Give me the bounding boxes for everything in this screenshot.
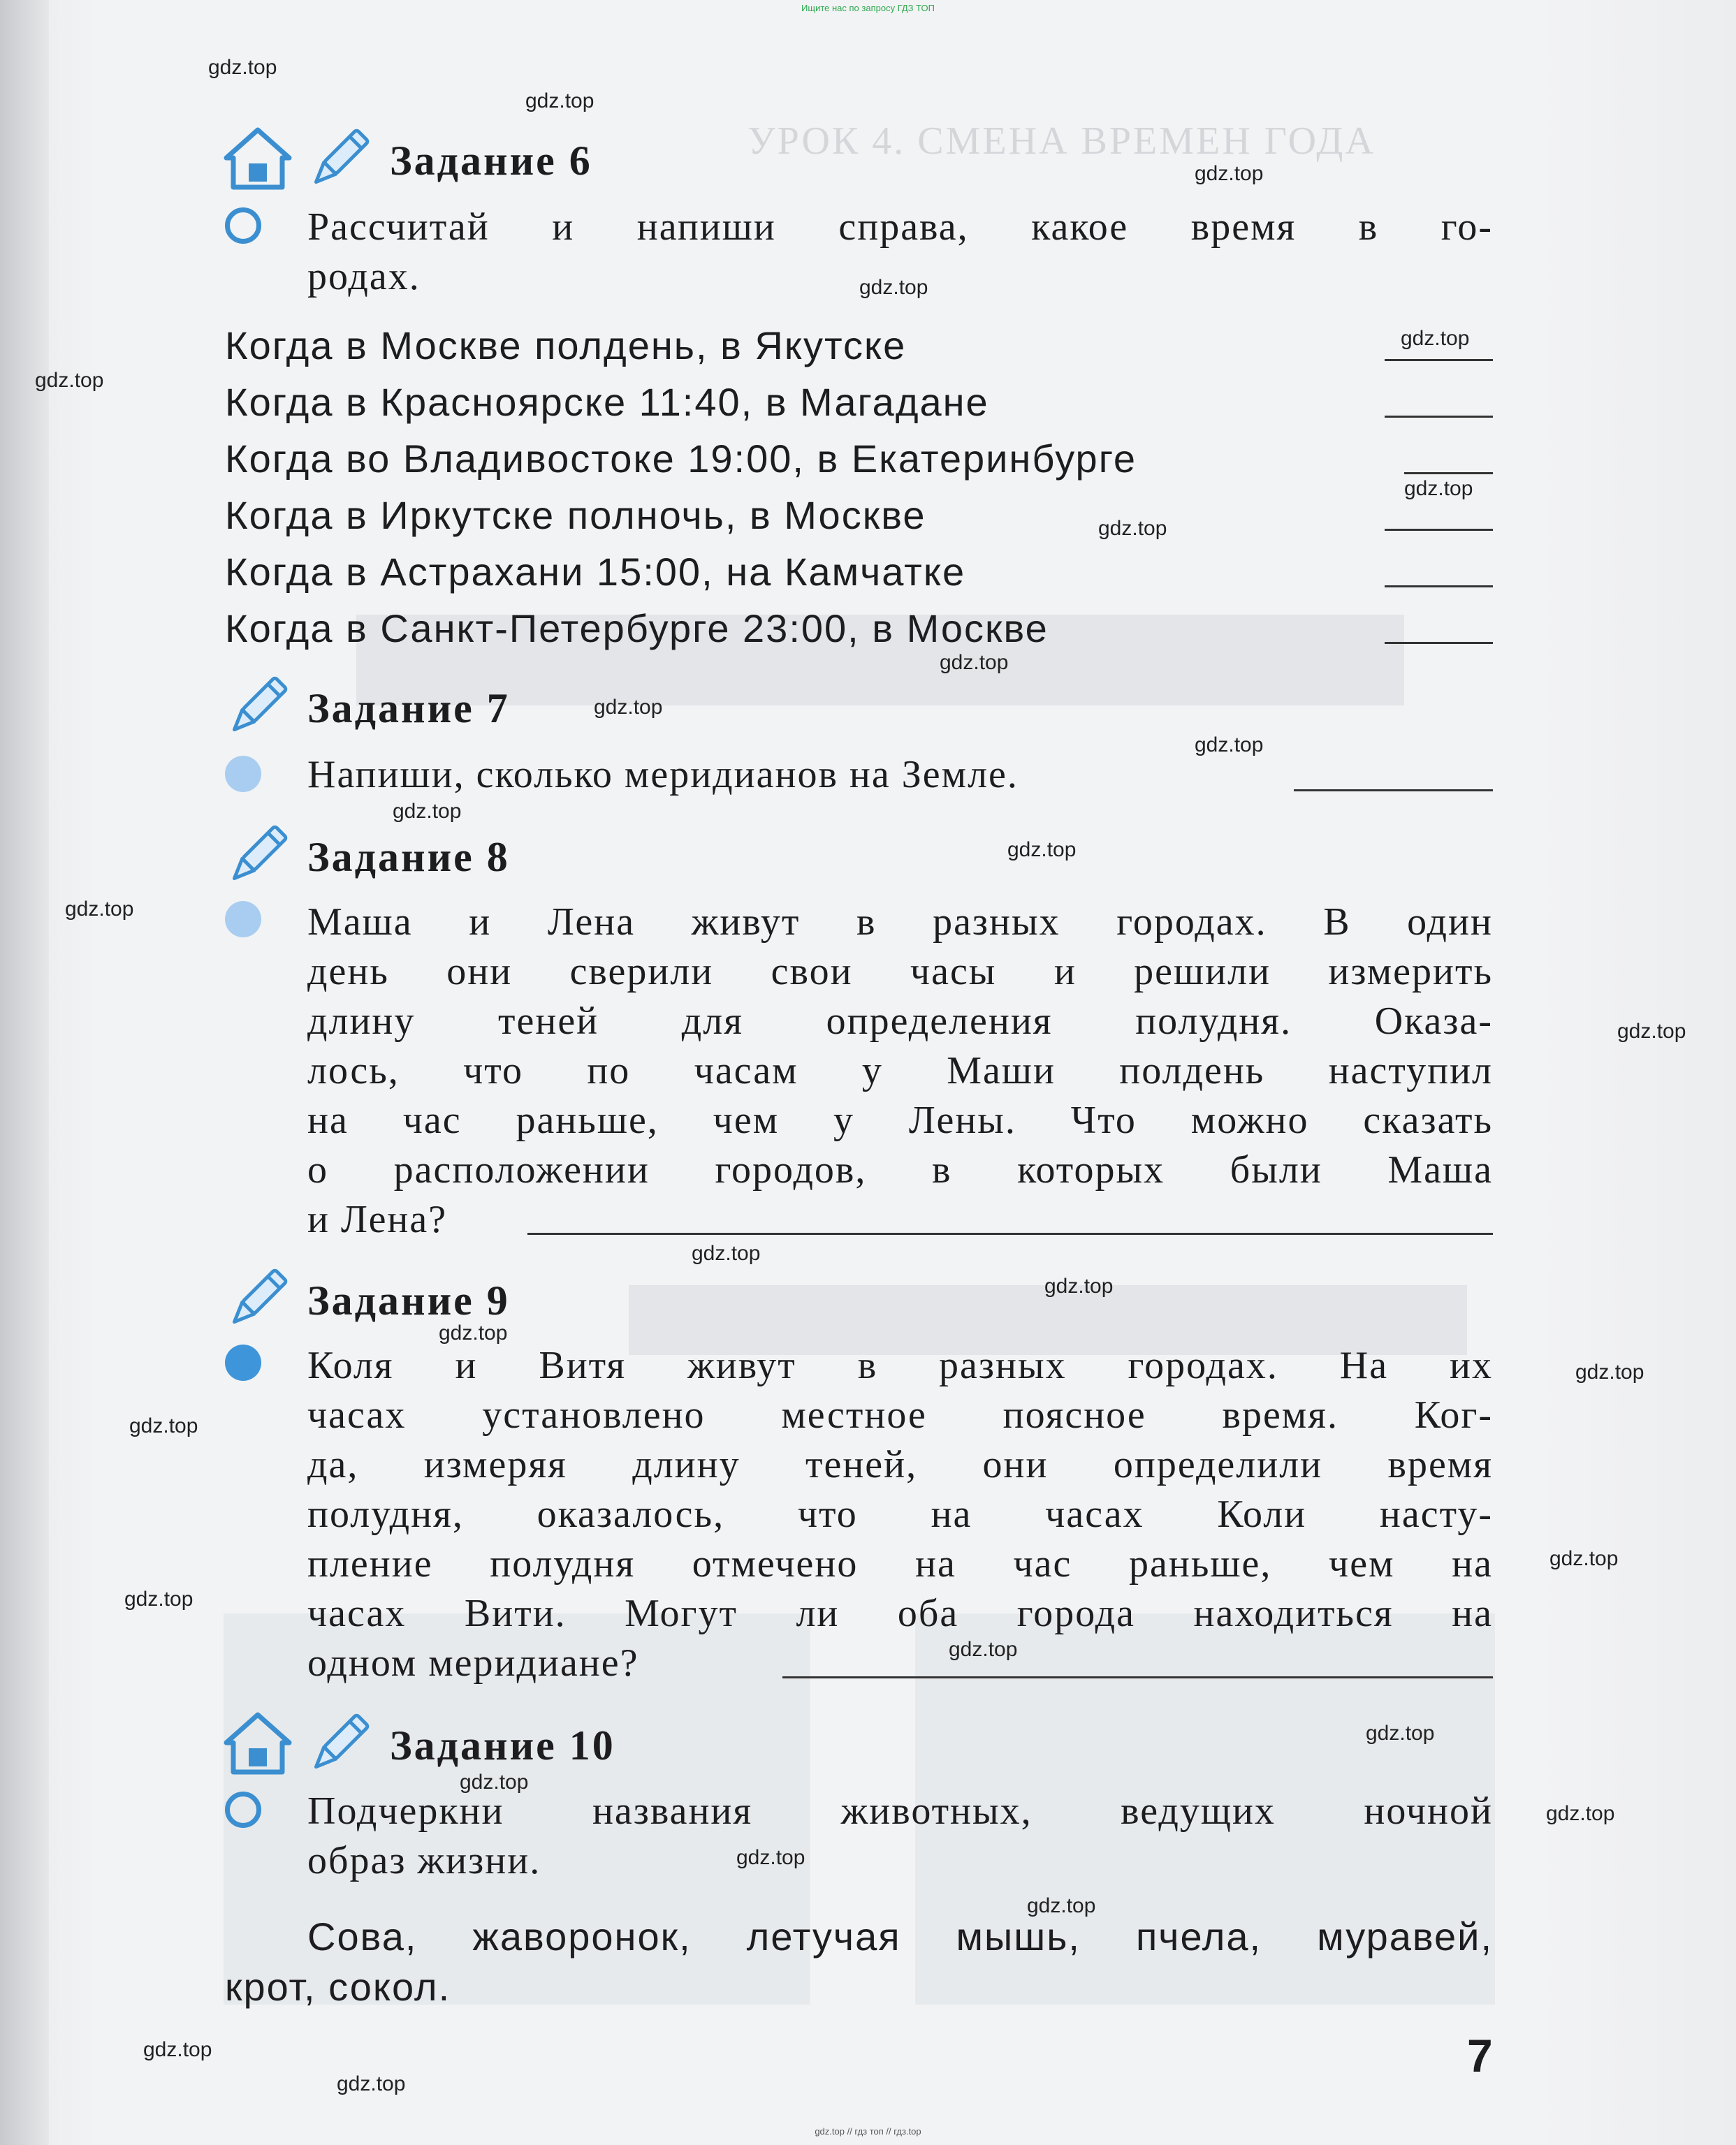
watermark: gdz.top	[1404, 477, 1473, 500]
show-through-text: УРОК 4. СМЕНА ВРЕМЕН ГОДА	[747, 119, 1376, 163]
watermark: gdz.top	[1195, 162, 1264, 185]
watermark: gdz.top	[65, 898, 134, 921]
task6-prompt-cont: родах.	[307, 255, 421, 298]
task9-text-line: да, измеряя длину теней, они определили время	[307, 1443, 1493, 1486]
task10-prompt-cont: образ жизни.	[307, 1839, 541, 1882]
task8-text-line: и Лена?	[307, 1198, 448, 1241]
difficulty-marker-full	[225, 1345, 261, 1381]
task7-text: Напиши, сколько меридианов на Земле.	[307, 753, 1019, 796]
watermark: gdz.top	[143, 2038, 212, 2061]
watermark: gdz.top	[1027, 1894, 1096, 1917]
watermark: gdz.top	[124, 1588, 194, 1611]
pencil-icon	[304, 124, 374, 194]
task9-text-line: часах Вити. Могут ли оба города находиться на	[307, 1592, 1493, 1635]
pencil-icon	[222, 821, 292, 891]
watermark: gdz.top	[129, 1414, 198, 1437]
watermark: gdz.top	[949, 1638, 1018, 1661]
bottom-note: gdz.top // гдз топ // гдз.top	[815, 2126, 921, 2137]
task6-line: Когда в Иркутске полночь, в Москве	[225, 493, 926, 537]
watermark: gdz.top	[439, 1322, 508, 1345]
watermark: gdz.top	[1617, 1020, 1686, 1043]
task8-text-line: день они сверили свои часы и решили измерить	[307, 950, 1493, 993]
home-icon	[222, 1709, 293, 1776]
watermark: gdz.top	[1575, 1361, 1644, 1384]
book-spine	[0, 0, 49, 2145]
answer-line[interactable]	[782, 1676, 1493, 1678]
pencil-icon	[222, 672, 292, 742]
task8-text-line: лось, что по часам у Маши полдень наступил	[307, 1049, 1493, 1092]
task8-text-line: Маша и Лена живут в разных городах. В один	[307, 900, 1493, 944]
task6-line: Когда в Санкт-Петербурге 23:00, в Москве	[225, 606, 1049, 650]
top-note: Ищите нас по запросу ГДЗ ТОП	[801, 3, 935, 13]
pencil-icon	[222, 1264, 292, 1334]
task9-text-line: часах установлено местное поясное время. Ког-	[307, 1393, 1493, 1437]
watermark: gdz.top	[594, 696, 663, 719]
watermark: gdz.top	[1044, 1275, 1114, 1298]
answer-line[interactable]	[1385, 529, 1493, 531]
difficulty-marker-light	[225, 901, 261, 937]
task10-animals-cont[interactable]: крот, сокол.	[225, 1965, 451, 2009]
task6-line: Когда в Красноярске 11:40, в Магадане	[225, 380, 989, 424]
task9-text-line: пление полудня отмечено на час раньше, чем на	[307, 1542, 1493, 1586]
watermark: gdz.top	[940, 651, 1009, 674]
task8-text-line: на час раньше, чем у Лены. Что можно сказать	[307, 1099, 1493, 1142]
task9-text-line: полудня, оказалось, что на часах Коли насту-	[307, 1493, 1493, 1536]
answer-line[interactable]	[1385, 642, 1493, 644]
pencil-icon	[304, 1709, 374, 1779]
watermark: gdz.top	[859, 276, 928, 299]
page-number: 7	[1467, 2030, 1493, 2081]
watermark: gdz.top	[337, 2072, 406, 2095]
task10-animals[interactable]: Сова, жаворонок, летучая мышь, пчела, муравей,	[307, 1915, 1493, 1959]
watermark: gdz.top	[208, 56, 277, 79]
answer-line[interactable]	[1404, 472, 1493, 474]
watermark: gdz.top	[1546, 1802, 1615, 1825]
task10-prompt: Подчеркни названия животных, ведущих ночной	[307, 1789, 1493, 1833]
answer-line[interactable]	[1294, 789, 1493, 791]
task8-text-line: о расположении городов, в которых были Маша	[307, 1148, 1493, 1192]
watermark: gdz.top	[35, 369, 104, 392]
watermark: gdz.top	[1007, 838, 1077, 861]
task10-title: Задание 10	[390, 1722, 615, 1769]
answer-line[interactable]	[1385, 585, 1493, 587]
task6-line: Когда в Москве полдень, в Якутске	[225, 323, 907, 367]
watermark: gdz.top	[692, 1242, 761, 1265]
watermark: gdz.top	[460, 1771, 529, 1794]
difficulty-marker-light	[225, 756, 261, 792]
home-icon	[222, 124, 293, 191]
difficulty-marker-empty	[225, 1792, 261, 1828]
watermark: gdz.top	[1195, 733, 1264, 756]
task7-title: Задание 7	[307, 685, 510, 731]
task6-prompt: Рассчитай и напиши справа, какое время в го-	[307, 205, 1493, 249]
watermark: gdz.top	[1549, 1547, 1619, 1570]
task6-title: Задание 6	[390, 138, 592, 184]
answer-line[interactable]	[527, 1233, 1493, 1235]
difficulty-marker-empty	[225, 207, 261, 244]
watermark: gdz.top	[1401, 327, 1470, 350]
answer-line[interactable]	[1385, 359, 1493, 361]
answer-line[interactable]	[1385, 416, 1493, 418]
task8-title: Задание 8	[307, 834, 510, 880]
watermark: gdz.top	[736, 1846, 805, 1869]
task9-text-line: Коля и Витя живут в разных городах. На их	[307, 1344, 1493, 1387]
watermark: gdz.top	[525, 89, 595, 112]
watermark: gdz.top	[393, 800, 462, 823]
watermark: gdz.top	[1098, 517, 1167, 540]
task6-line: Когда во Владивостоке 19:00, в Екатеринбурге	[225, 437, 1137, 481]
task9-text-line: одном меридиане?	[307, 1641, 639, 1685]
task6-line: Когда в Астрахани 15:00, на Камчатке	[225, 550, 966, 594]
task9-title: Задание 9	[307, 1278, 510, 1324]
watermark: gdz.top	[1366, 1722, 1435, 1745]
task8-text-line: длину теней для определения полудня. Оказа-	[307, 1000, 1493, 1043]
